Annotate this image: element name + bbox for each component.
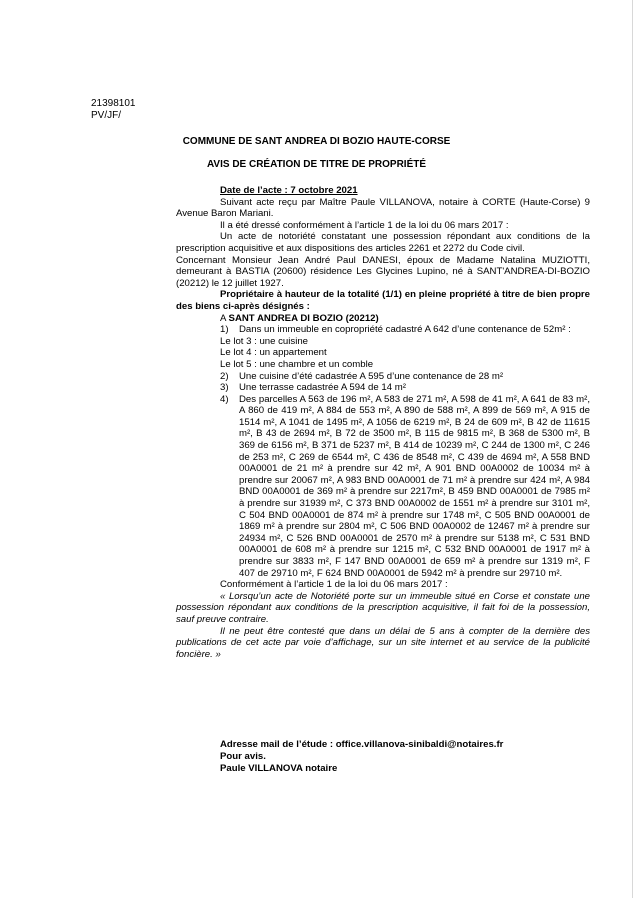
office-email: Adresse mail de l’étude : office.villanova-sinibaldi@notaires.fr	[220, 739, 504, 750]
list-item	[176, 371, 590, 383]
document-subtitle: AVIS DE CRÉATION DE TITRE DE PROPRIÉTÉ	[206, 159, 427, 170]
reference-number: 21398101	[91, 98, 136, 109]
signature-block	[220, 739, 503, 775]
paragraph-concerning: Concernant Monsieur Jean André Paul DANESI, époux de Madame Natalina MUZIOTTI, demeurant à BASTIA (20600) résidence Les Glycines Lupino, né à SANT'ANDREA-DI-BOZIO (20212) le 12 juillet 1927.	[176, 254, 590, 289]
document-title-row	[0, 136, 633, 147]
document-subtitle-row	[0, 159, 633, 170]
act-date: Date de l’acte : 7 octobre 2021	[220, 185, 358, 196]
lot-4: Le lot 4 : un appartement	[220, 347, 327, 359]
list-item	[176, 382, 590, 394]
item-number: 3)	[220, 382, 229, 394]
list-item	[176, 394, 590, 580]
quote-paragraph-2: Il ne peut être contesté que dans un délai de 5 ans à compter de la dernière des publications de cet acte par voie d’affichage, sur un site internet et au service de la publicité foncière. »	[176, 625, 590, 660]
paragraph-article: Il a été dressé conformément à l’article 1 de la loi du 06 mars 2017 :	[220, 219, 509, 231]
item-number: 2)	[220, 370, 229, 382]
location-prefix: A	[220, 312, 226, 324]
item-text: Des parcelles A 563 de 196 m², A 583 de 271 m², A 598 de 41 m², A 641 de 83 m², A 860 de 419 m², A 884 de 553 m², A 890 de 588 m², A 899 de 569 m², A 915 de 1514 m², A 1041 de 1495 m², A 1056 de 6219 m², B 24 de 609 m², B 42 de 11615 m², B 43 de 2694 m², B 72 de 3500 m², B 115 de 9815 m², B 368 de 5300 m², B 369 de 6156 m², B 371 de 5237 m², B 414 de 10239 m², C 244 de 1300 m², C 246 de 253 m², C 269 de 6544 m², C 436 de 8548 m², C 439 de 4694 m², A 558 BND 00A0001 de 21 m² à prendre sur 42 m², A 901 BND 00A0002 de 10034 m² à prendre sur 20067 m², A 983 BND 00A0001 de 71 m² à prendre sur 424 m², A 984 BND 00A0001 de 369 m² à prendre sur 2217m², B 459 BND 00A0001 de 7985 m² à prendre sur 31939 m², C 373 BND 00A0002 de 1551 m² à prendre sur 3101 m², C 504 BND 00A0001 de 874 m² à prendre sur 1748 m², C 505 BND 00A0001 de 1869 m² à prendre sur 2804 m², C 506 BND 00A0002 de 12467 m² à prendre sur 24934 m², C 526 BND 00A0001 de 2570 m² à prendre sur 5138 m², C 531 BND 00A0001 de 608 m² à prendre sur 1215 m², C 532 BND 00A0001 de 1917 m² à prendre sur 3833 m², F 147 BND 00A0001 de 659 m² à prendre sur 1319 m², F 407 de 29710 m², F 624 BND 00A0001 de 5942 m² à prendre sur 29710 m².	[239, 393, 590, 579]
item-number: 4)	[220, 393, 229, 405]
paragraph-conformity: Conformément à l’article 1 de la loi du 06 mars 2017 :	[220, 579, 448, 591]
notice-body	[176, 185, 590, 660]
location-line	[176, 313, 590, 325]
document-title: COMMUNE DE SANT ANDREA DI BOZIO HAUTE-CORSE	[182, 136, 451, 147]
reference-code: PV/JF/	[91, 110, 122, 121]
paragraph-owner: Propriétaire à hauteur de la totalité (1/1) en pleine propriété à titre de bien propre des biens ci-après désignés :	[176, 289, 590, 312]
notary-name: Paule VILLANOVA notaire	[220, 763, 338, 774]
item-text: Une terrasse cadastrée A 594 de 14 m²	[239, 382, 406, 394]
lot-5: Le lot 5 : une chambre et un comble	[220, 358, 374, 370]
paragraph-deed: Suivant acte reçu par Maître Paule VILLANOVA, notaire à CORTE (Haute-Corse) 9 Avenue Baron Mariani.	[176, 196, 590, 220]
reference-block	[91, 98, 136, 122]
location-name: SANT ANDREA DI BOZIO (20212)	[228, 312, 379, 324]
item-text: Dans un immeuble en copropriété cadastré A 642 d’une contenance de 52m² :	[239, 324, 571, 336]
item-text: Une cuisine d’été cadastrée A 595 d’une contenance de 28 m²	[239, 370, 504, 382]
item-number: 1)	[220, 324, 229, 336]
list-item	[176, 324, 590, 336]
quote-paragraph-1: « Lorsqu’un acte de Notoriété porte sur un immeuble situé en Corse et constate une possession répondant aux conditions de la prescription acquisitive, il fait foi de la possession, sauf preuve contraire.	[176, 590, 590, 625]
pour-avis: Pour avis.	[220, 751, 266, 762]
paragraph-notoriety: Un acte de notoriété constatant une possession répondant aux conditions de la prescription acquisitive et aux dispositions des articles 2261 et 2272 du Code civil.	[176, 231, 590, 254]
lot-3: Le lot 3 : une cuisine	[220, 335, 309, 347]
